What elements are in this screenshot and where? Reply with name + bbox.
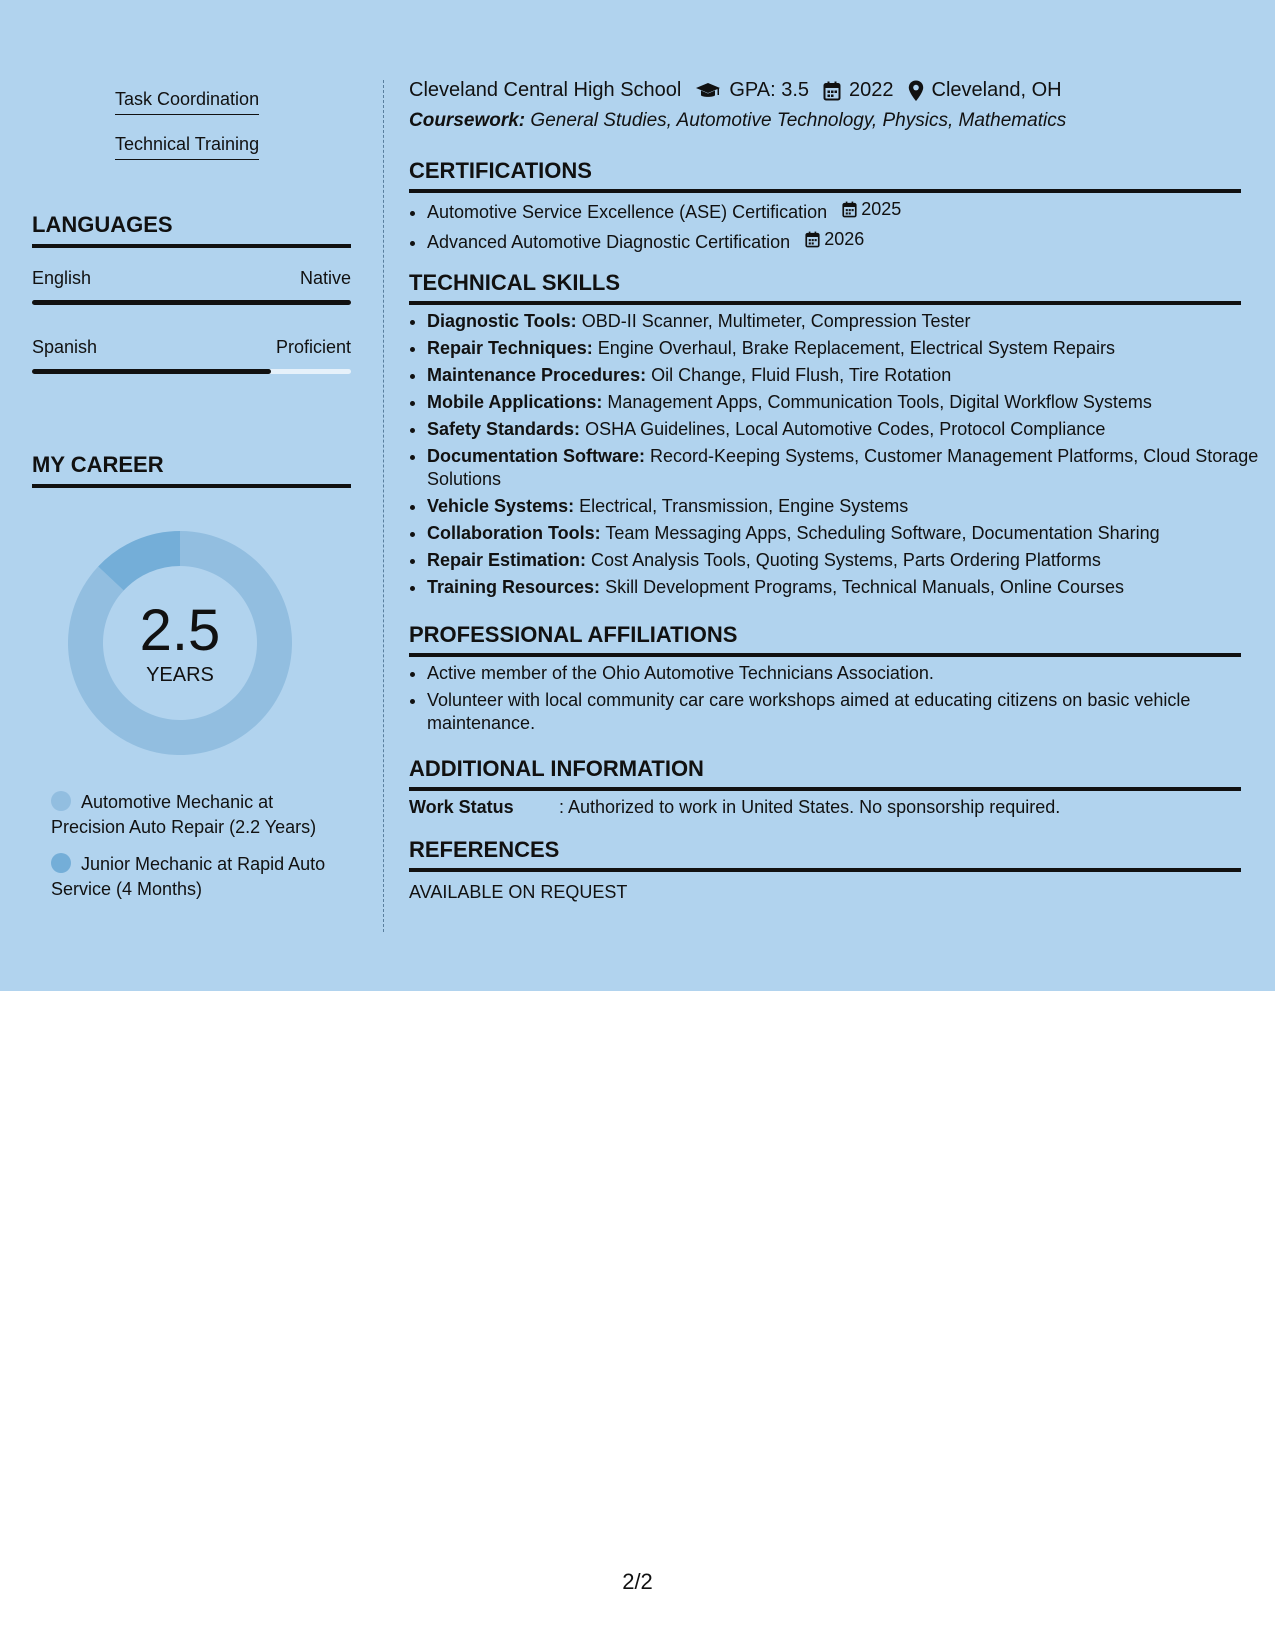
career-legend-item	[51, 852, 341, 902]
language-bar-fill	[32, 369, 271, 374]
coursework-label: Coursework:	[409, 110, 526, 131]
coursework-list: General Studies, Automotive Technology, Physics, Mathematics	[530, 110, 1067, 131]
skill-item	[427, 364, 1259, 387]
graduation-cap-icon	[695, 82, 721, 100]
skill-value: Engine Overhaul, Brake Replacement, Electrical System Repairs	[597, 338, 1115, 358]
skill-label: Vehicle Systems:	[427, 496, 575, 516]
school-name: Cleveland Central High School	[409, 79, 682, 101]
skill-item	[427, 445, 1259, 491]
legend-dot	[51, 791, 71, 811]
career-donut-chart	[67, 530, 293, 756]
skill-label: Maintenance Procedures:	[427, 365, 647, 385]
strength-item: Technical Training	[115, 134, 259, 160]
technical-skills-heading: TECHNICAL SKILLS	[409, 270, 1241, 305]
references-heading: REFERENCES	[409, 837, 1241, 872]
affiliations-heading: PROFESSIONAL AFFILIATIONS	[409, 622, 1241, 657]
certification-year: 2026	[824, 229, 865, 249]
skill-value: OSHA Guidelines, Local Automotive Codes, Protocol Compliance	[585, 419, 1106, 439]
skill-value: Team Messaging Apps, Scheduling Software, Documentation Sharing	[605, 523, 1160, 543]
graduation-year: 2022	[849, 79, 894, 101]
calendar-icon	[805, 231, 820, 248]
career-total-value: 2.5	[139, 598, 221, 663]
career-heading: MY CAREER	[32, 452, 351, 488]
skill-label: Collaboration Tools:	[427, 523, 601, 543]
career-total-unit: YEARS	[146, 664, 214, 686]
skill-item	[427, 391, 1259, 414]
language-name: Spanish	[32, 337, 98, 357]
education-line	[409, 79, 1062, 102]
career-job-label: Automotive Mechanic at Precision Auto Repair (2.2 Years)	[51, 792, 317, 837]
column-divider	[383, 80, 384, 932]
language-level: Proficient	[275, 337, 351, 357]
skill-value: Skill Development Programs, Technical Manuals, Online Courses	[605, 577, 1124, 597]
skill-label: Mobile Applications:	[427, 392, 603, 412]
certification-item	[427, 228, 1259, 254]
legend-dot	[51, 853, 71, 873]
skill-label: Repair Techniques:	[427, 338, 593, 358]
work-status-label: Work Status	[409, 797, 514, 817]
gpa: GPA: 3.5	[729, 79, 810, 101]
affiliation-item: • Volunteer with local community car care workshops aimed at educating citizens on basic vehicle maintenance.	[427, 689, 1259, 735]
skill-value: Record-Keeping Systems, Customer Management Platforms, Cloud Storage Solutions	[427, 446, 1259, 489]
skill-value: Management Apps, Communication Tools, Digital Workflow Systems	[607, 392, 1152, 412]
skill-item	[427, 310, 1259, 333]
career-legend-item	[51, 790, 341, 840]
skill-item	[427, 576, 1259, 599]
skill-item	[427, 495, 1259, 518]
certification-item	[427, 198, 1259, 224]
references-text: AVAILABLE ON REQUEST	[409, 882, 628, 902]
language-name: English	[32, 268, 92, 288]
career-job-label: Junior Mechanic at Rapid Auto Service (4 Months)	[51, 854, 326, 899]
certification-name: Automotive Service Excellence (ASE) Certification	[427, 202, 828, 222]
coursework	[409, 110, 1066, 132]
skill-value: Cost Analysis Tools, Quoting Systems, Parts Ordering Platforms	[591, 550, 1101, 570]
skill-label: Training Resources:	[427, 577, 601, 597]
page-number: 2/2	[622, 1569, 653, 1594]
certification-name: Advanced Automotive Diagnostic Certification	[427, 232, 791, 252]
skill-item	[427, 522, 1259, 545]
calendar-icon	[823, 81, 841, 101]
certification-year: 2025	[861, 199, 902, 219]
technical-skills-list	[409, 310, 1259, 603]
location-pin-icon	[908, 80, 924, 102]
language-bar	[32, 369, 351, 374]
certifications-list	[409, 198, 1259, 258]
calendar-icon	[842, 201, 857, 218]
work-status-row	[409, 797, 1060, 818]
affiliations-list	[409, 662, 1259, 739]
skill-label: Repair Estimation:	[427, 550, 587, 570]
language-bar-fill	[32, 300, 351, 305]
language-bar	[32, 300, 351, 305]
affiliation-item: • Active member of the Ohio Automotive Technicians Association.	[427, 662, 1259, 685]
certifications-heading: CERTIFICATIONS	[409, 158, 1241, 193]
languages-heading: LANGUAGES	[32, 212, 351, 248]
skill-value: OBD-II Scanner, Multimeter, Compression Tester	[581, 311, 971, 331]
additional-info-heading: ADDITIONAL INFORMATION	[409, 756, 1241, 791]
skill-label: Diagnostic Tools:	[427, 311, 577, 331]
language-level: Native	[299, 268, 351, 288]
skill-item	[427, 549, 1259, 572]
skill-label: Documentation Software:	[427, 446, 646, 466]
skill-item	[427, 337, 1259, 360]
work-status-value: : Authorized to work in United States. No sponsorship required.	[559, 797, 1061, 817]
skill-value: Electrical, Transmission, Engine Systems	[579, 496, 909, 516]
school-location: Cleveland, OH	[931, 79, 1062, 101]
skill-label: Safety Standards:	[427, 419, 581, 439]
skill-item	[427, 418, 1259, 441]
strength-item: Task Coordination	[115, 89, 259, 115]
skill-value: Oil Change, Fluid Flush, Tire Rotation	[651, 365, 952, 385]
